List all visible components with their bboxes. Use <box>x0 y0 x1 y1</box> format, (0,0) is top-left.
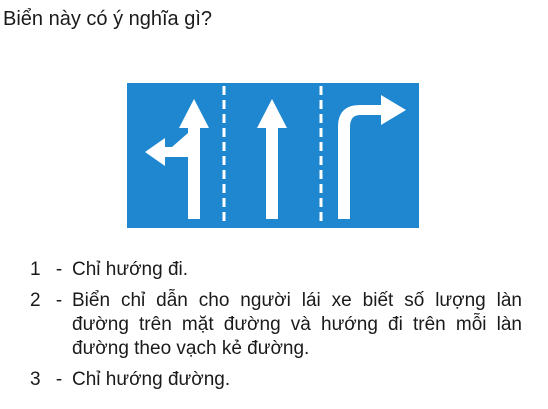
option-separator: - <box>55 290 63 311</box>
option-separator: - <box>55 369 63 390</box>
answer-option-1[interactable] <box>30 258 522 282</box>
lane-direction-sign-graphic <box>127 83 419 228</box>
option-text: Chỉ hướng đường. <box>72 369 231 390</box>
lane-direction-sign <box>127 83 419 228</box>
answer-option-3[interactable] <box>30 368 522 392</box>
option-number: 2 <box>30 290 41 311</box>
option-separator: - <box>55 259 63 280</box>
question-text: Biển này có ý nghĩa gì? <box>3 8 213 30</box>
option-text: Chỉ hướng đi. <box>72 259 189 280</box>
option-text: Biển chỉ dẫn cho người lái xe biết số lượng làn đường trên mặt đường và hướng đi trên mỗi làn đường theo vạch kẻ đường. <box>72 290 522 359</box>
option-number: 3 <box>30 369 41 390</box>
option-number: 1 <box>30 259 41 280</box>
answer-options <box>30 258 522 399</box>
answer-option-2[interactable] <box>30 289 522 361</box>
